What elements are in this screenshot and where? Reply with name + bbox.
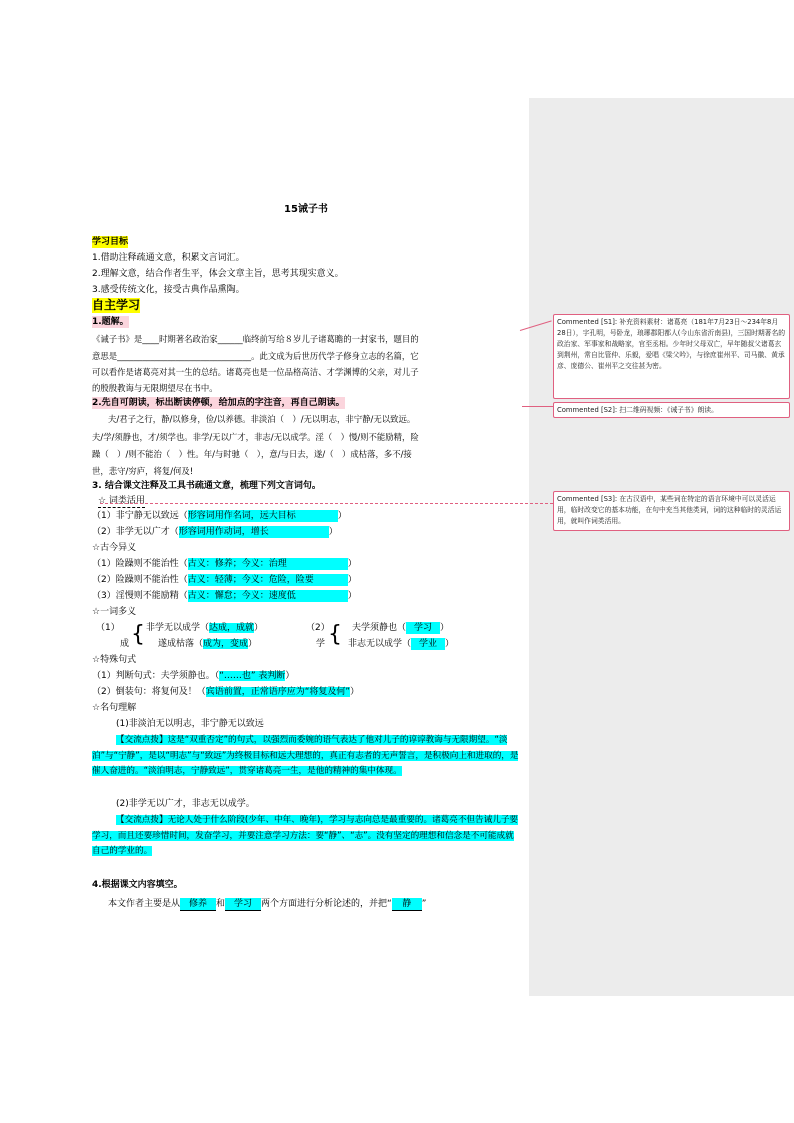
- teshu-row: （2）倒装句：将复何及！（宾语前置，正常语序应为“将复及何”）: [92, 687, 360, 697]
- comment-pane: [529, 98, 794, 996]
- goal-item: 3.感受传统文化，接受古典作品熏陶。: [92, 285, 245, 295]
- page-title: 15诫子书: [284, 204, 328, 215]
- self-study-heading: 自主学习: [92, 298, 141, 312]
- answer: 形容词用作动词，增长: [179, 526, 329, 538]
- answer: 古义：懈怠；今义：速度低: [188, 590, 348, 602]
- answer: 修养: [180, 898, 216, 911]
- q1-line: 可以看作是诸葛亮对其一生的总结。诸葛亮也是一位品格高洁、才学渊博的父亲，对儿子: [92, 367, 419, 377]
- mingju-sentence: (2)非学无以广才，非志无以成学。: [116, 799, 255, 809]
- duoyi-num: （1）: [96, 623, 120, 633]
- brace-icon: {: [328, 622, 342, 647]
- answer: 古义：轻薄；今义：危险，险要: [188, 574, 348, 586]
- answer: 学习: [406, 622, 440, 634]
- q2-line: 夫/君子之行，静/以修身，俭/以养德。非淡泊（ ）/无以明志，非宁静/无以致远。: [108, 414, 416, 424]
- q2-title: 2.先自可朗读，标出断读停顿，给加点的字注音，再自己朗读。: [92, 398, 345, 408]
- q3-title: 3. 结合课文注释及工具书疏通文意，梳理下列文言词句。: [92, 481, 321, 491]
- category-mingju: ☆名句理解: [92, 703, 137, 713]
- q2-line: 躁（ ）/则不能治（ ）性。年/与时驰（ ），意/与日去，遂/（ ）成枯落，多不/接: [92, 449, 412, 459]
- goals-heading: 学习目标: [92, 237, 129, 247]
- q2-line: 夫/学/须静也，才/须学也。非学/无以广才，非志/无以成学。淫（ ）慢/则不能励精，险: [92, 432, 419, 442]
- teshu-row: （1）判断句式：夫学须静也。（“……也” 表判断）: [92, 671, 295, 681]
- comment-connector: [100, 503, 553, 504]
- answer: 静: [392, 898, 422, 911]
- gujin-row: （3）淫慢则不能励精（古义：懈怠；今义：速度低 ）: [92, 591, 357, 601]
- goal-item: 1.借助注释疏通文意，积累文言词汇。: [92, 253, 245, 263]
- answer: “……也” 表判断: [219, 671, 286, 681]
- q2-line: 世，悲守/穷庐，将复/何及!: [92, 466, 194, 476]
- answer: 宾语前置，正常语序应为“将复及何”: [205, 687, 351, 697]
- answer: 古义：修养；今义：治理: [188, 558, 348, 570]
- goal-item: 2.理解文意，结合作者生平，体会文章主旨，思考其现实意义。: [92, 269, 344, 279]
- category-huoyong: ☆ 词类活用: [98, 496, 145, 506]
- category-duoyi: ☆一词多义: [92, 607, 137, 617]
- huoyong-row: （2）非学无以广才（形容词用作动词，增长 ）: [92, 527, 338, 537]
- q1-title: 1.题解。: [92, 317, 129, 327]
- category-gujin: ☆古今异义: [92, 543, 137, 553]
- duoyi-row: 非学无以成学（达成，成就）: [146, 623, 264, 633]
- comment-balloon[interactable]: Commented [S2]: 扫二维码视频：《诫子书》朗读。: [553, 402, 790, 418]
- answer: 学业: [411, 638, 445, 650]
- q1-line: 的殷殷教诲与无限期望尽在书中。: [92, 383, 218, 393]
- q1-line: 意思是________________________________。此文成为后世历代学子修身立志的名篇，它: [92, 351, 419, 361]
- comment-connector: [522, 406, 553, 407]
- q1-line: 《诫子书》是____时期著名政治家______临终前写给８岁儿子诸葛瞻的一封家书，题目的: [92, 334, 419, 344]
- comment-balloon[interactable]: Commented [S3]: 在古汉语中，某些词在特定的语言环境中可以灵活运用，临时改变它的基本功能，在句中充当其他类词，词的这种临时的灵活运用，就叫作词类活用。: [553, 491, 790, 531]
- answer: 成为，变成: [203, 639, 249, 649]
- duoyi-row: 夫学须静也（ 学习 ）: [352, 623, 450, 633]
- duoyi-num: （2）: [306, 623, 330, 633]
- duoyi-row: 遂成枯落（成为，变成）: [158, 639, 258, 649]
- duoyi-char: 学: [316, 639, 326, 649]
- duoyi-char: 成: [120, 639, 130, 649]
- huoyong-row: （1）非宁静无以致远（形容词用作名词，远大目标 ）: [92, 511, 347, 521]
- duoyi-row: 非志无以成学（ 学业 ）: [348, 639, 455, 649]
- gujin-row: （1）险躁则不能治性（古义：修养；今义：治理 ）: [92, 559, 357, 569]
- answer: 形容词用作名词，远大目标: [188, 510, 338, 522]
- answer: 达成，成就: [209, 623, 255, 633]
- gujin-row: （2）险躁则不能治性（古义：轻薄；今义：危险，险要 ）: [92, 575, 357, 585]
- answer: 学习: [225, 898, 261, 911]
- mingju-sentence: (1)非淡泊无以明志，非宁静无以致远: [116, 719, 264, 729]
- q4-line: 本文作者主要是从 修养 和 学习 两个方面进行分析论述的，并把“ 静 ”: [108, 899, 427, 909]
- q4-title: 4.根据课文内容填空。: [92, 880, 183, 890]
- mingju-note: 【交流点拨】这是“双重否定”的句式，以强烈而委婉的语气表达了他对儿子的谆谆教诲与无限期望。“淡泊”与“宁静”，是以“明志”与“致远”为终极目标和远大理想的，真正有志者的无声誓言，是积极向上和进取的，是催人奋进的。“淡泊明志，宁静致远”，贯穿诸葛亮一生，是他的精神的集中体现。: [92, 735, 519, 776]
- comment-balloon[interactable]: Commented [S1]: 补充资料素材：诸葛亮（181年7月23日～234年8月28日），字孔明，号卧龙，琅琊郡阳都人(今山东省沂南县)，三国时期著名的政治家、军事家和战略家，官至丞相。少年时父母双亡，早年随叔父诸葛玄到荆州，常自比管仲、乐毅，爱唱《梁父吟》，与徐庶崔州平、司马徽、黄承彦、庞德公、崔州平之交往甚为密。: [553, 314, 790, 399]
- brace-icon: {: [131, 622, 145, 647]
- mingju-note: 【交流点拨】无论人处于什么阶段(少年、中年、晚年)，学习与志向总是最重要的。诸葛亮不但告诫儿子要学习，而且还要珍惜时间，发奋学习，并要注意学习方法：要“静”、“志”。没有坚定的理想和信念是不可能成就自己的学业的。: [92, 815, 519, 856]
- category-teshu: ☆特殊句式: [92, 655, 137, 665]
